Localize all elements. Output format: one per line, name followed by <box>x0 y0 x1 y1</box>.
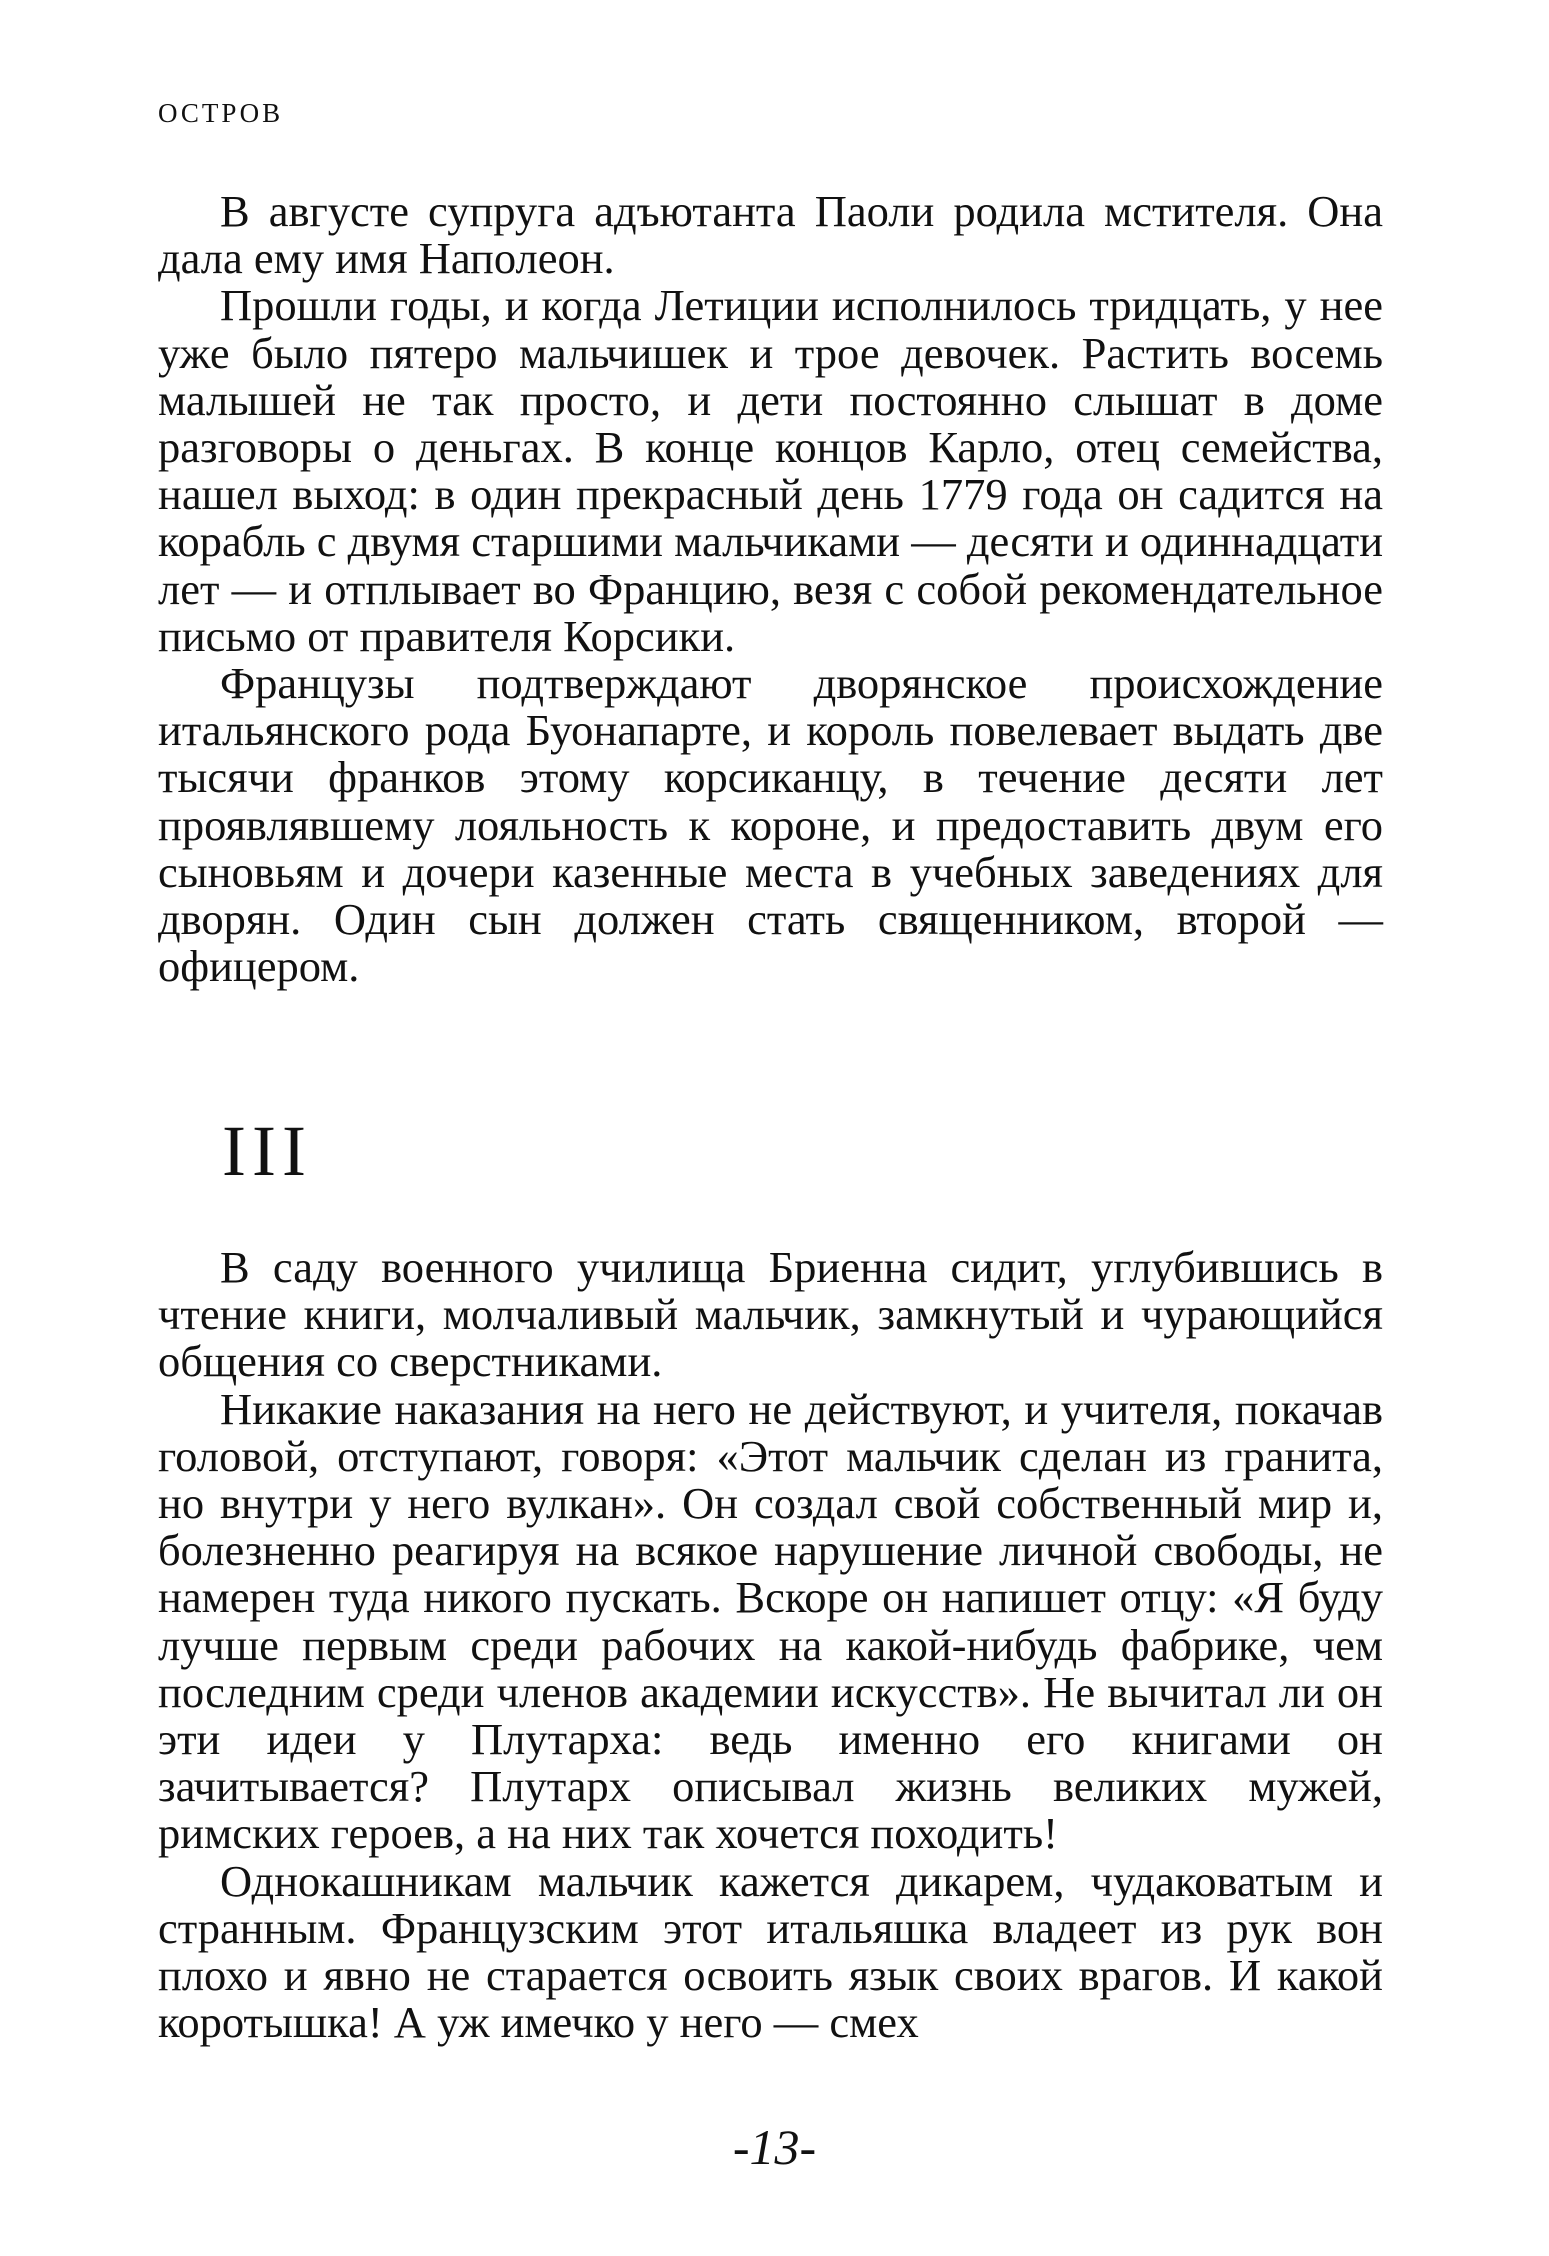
paragraph: В августе супруга адъютанта Паоли родила мстителя. Она дала ему имя Наполеон. <box>158 186 1383 284</box>
text-block-chapter-three <box>158 1244 1383 2046</box>
paragraph: Никакие наказания на него не действуют, и учителя, покачав головой, отступают, говоря: «Этот мальчик сделан из гранита, но внутри у него вулкан». Он создал свой собственный мир и, болезненно реагируя на всякое нарушение личной свободы, не намерен туда никого пускать. Вскоре он напишет отцу: «Я буду лучше первым среди рабочих на какой-нибудь фабрике, чем последним среди членов академии искусств». Не вычитал ли он эти идеи у Плутарха: ведь именно его книгами он зачитывается? Плутарх описывал жизнь великих мужей, римских героев, а на них так хочется походить! <box>158 1383 1383 1859</box>
paragraph: Французы подтверждают дворянское происхождение итальянского рода Буонапарте, и король повелевает выдать две тысячи франков этому корсиканцу, в течение десяти лет проявлявшему лояльность к короне, и предоставить двум его сыновьям и дочери казенные места в учебных заведениях для дворян. Один сын должен стать священником, второй — офицером. <box>158 658 1383 992</box>
paragraph: Однокашникам мальчик кажется дикарем, чудаковатым и странным. Французским этот итальяшка владеет из рук вон плохо и явно не старается освоить язык своих врагов. И какой коротышка! А уж имечко у него — смех <box>158 1855 1383 2048</box>
chapter-heading: III <box>222 1111 312 1191</box>
page-number: -13- <box>732 2119 817 2175</box>
paragraph: Прошли годы, и когда Летиции исполнилось тридцать, у нее уже было пятеро мальчишек и трое девочек. Растить восемь малышей не так просто, и дети постоянно слышат в доме разговоры о деньгах. В конце концов Карло, отец семейства, нашел выход: в один прекрасный день 1779 года он садится на корабль с двумя старшими мальчиками — десяти и одиннадцати лет — и отплывает во Францию, везя с собой рекомендательное письмо от правителя Корсики. <box>158 280 1384 661</box>
paragraph: В саду военного училища Бриенна сидит, углубившись в чтение книги, молчаливый мальчик, замкнутый и чурающийся общения со сверстниками. <box>158 1242 1383 1387</box>
text-block-before-chapter <box>158 188 1383 990</box>
running-head: ОСТРОВ <box>158 98 284 128</box>
